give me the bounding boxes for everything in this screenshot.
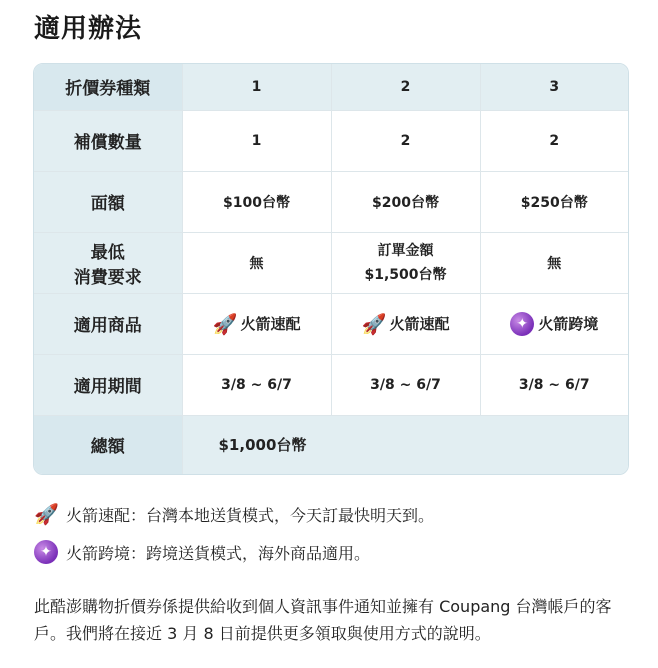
table-cell: 3 [480, 64, 628, 110]
table-cell: 3/8 ~ 6/7 [182, 354, 331, 415]
table-cell: 2 [331, 64, 480, 110]
cell-line: $1,500台幣 [364, 266, 447, 283]
row-label-products: 適用商品 [34, 293, 182, 354]
table-row [34, 232, 628, 293]
table-row [34, 293, 628, 354]
legend-text: 火箭速配：台灣本地送貨模式，今天訂最快明天到。 [66, 505, 435, 525]
rocket-icon: 🚀 [212, 311, 238, 336]
table-cell: 2 [331, 110, 480, 171]
row-label-period: 適用期間 [34, 354, 182, 415]
table-row [34, 354, 628, 415]
table-cell: 無 [480, 232, 628, 293]
product-label: 火箭跨境 [538, 315, 599, 333]
row-label-face-value: 面額 [34, 171, 182, 232]
table-cell [331, 293, 480, 354]
rocket-icon: 🚀 [34, 502, 59, 526]
table-cell: $100台幣 [182, 171, 331, 232]
table-cell: 1 [182, 64, 331, 110]
legend-text: 火箭跨境：跨境送貨模式，海外商品適用。 [66, 543, 371, 563]
table-cell: $250台幣 [480, 171, 628, 232]
row-label-line: 最低 [90, 242, 125, 263]
table-cell: 無 [182, 232, 331, 293]
table-cell: 1 [182, 110, 331, 171]
table-header-row [34, 64, 628, 110]
table-cell: 3/8 ~ 6/7 [480, 354, 628, 415]
table-cell: 2 [480, 110, 628, 171]
row-label-quantity: 補償數量 [34, 110, 182, 171]
row-label-coupon-type: 折價券種類 [34, 64, 182, 110]
table-total-row [34, 415, 628, 474]
table-cell: $200台幣 [331, 171, 480, 232]
coupon-table [33, 63, 629, 475]
product-label: 火箭速配 [389, 315, 450, 333]
planet-icon: ✦ [34, 540, 58, 564]
note-paragraph: 此酷澎購物折價券係提供給收到個人資訊事件通知並擁有 Coupang 台灣帳戶的客戶。我們將在接近 3 月 8 日前提供更多領取與使用方式的說明。 [34, 597, 612, 643]
table-row [34, 110, 628, 171]
page-title: 適用辦法 [34, 14, 143, 44]
total-value: $1,000台幣 [182, 415, 628, 474]
product-label: 火箭速配 [240, 315, 301, 333]
rocket-icon: 🚀 [361, 311, 387, 336]
row-label-min-spend [34, 232, 182, 293]
row-label-total: 總額 [34, 415, 182, 474]
table-cell [182, 293, 331, 354]
table-cell [480, 293, 628, 354]
table-cell: 3/8 ~ 6/7 [331, 354, 480, 415]
table-row [34, 171, 628, 232]
legend-item-rocket [34, 502, 434, 526]
planet-icon: ✦ [510, 312, 534, 336]
cell-line: 訂單金額 [377, 242, 434, 259]
legend-item-planet [34, 540, 370, 564]
row-label-line: 消費要求 [73, 267, 142, 288]
table-cell [331, 232, 480, 293]
